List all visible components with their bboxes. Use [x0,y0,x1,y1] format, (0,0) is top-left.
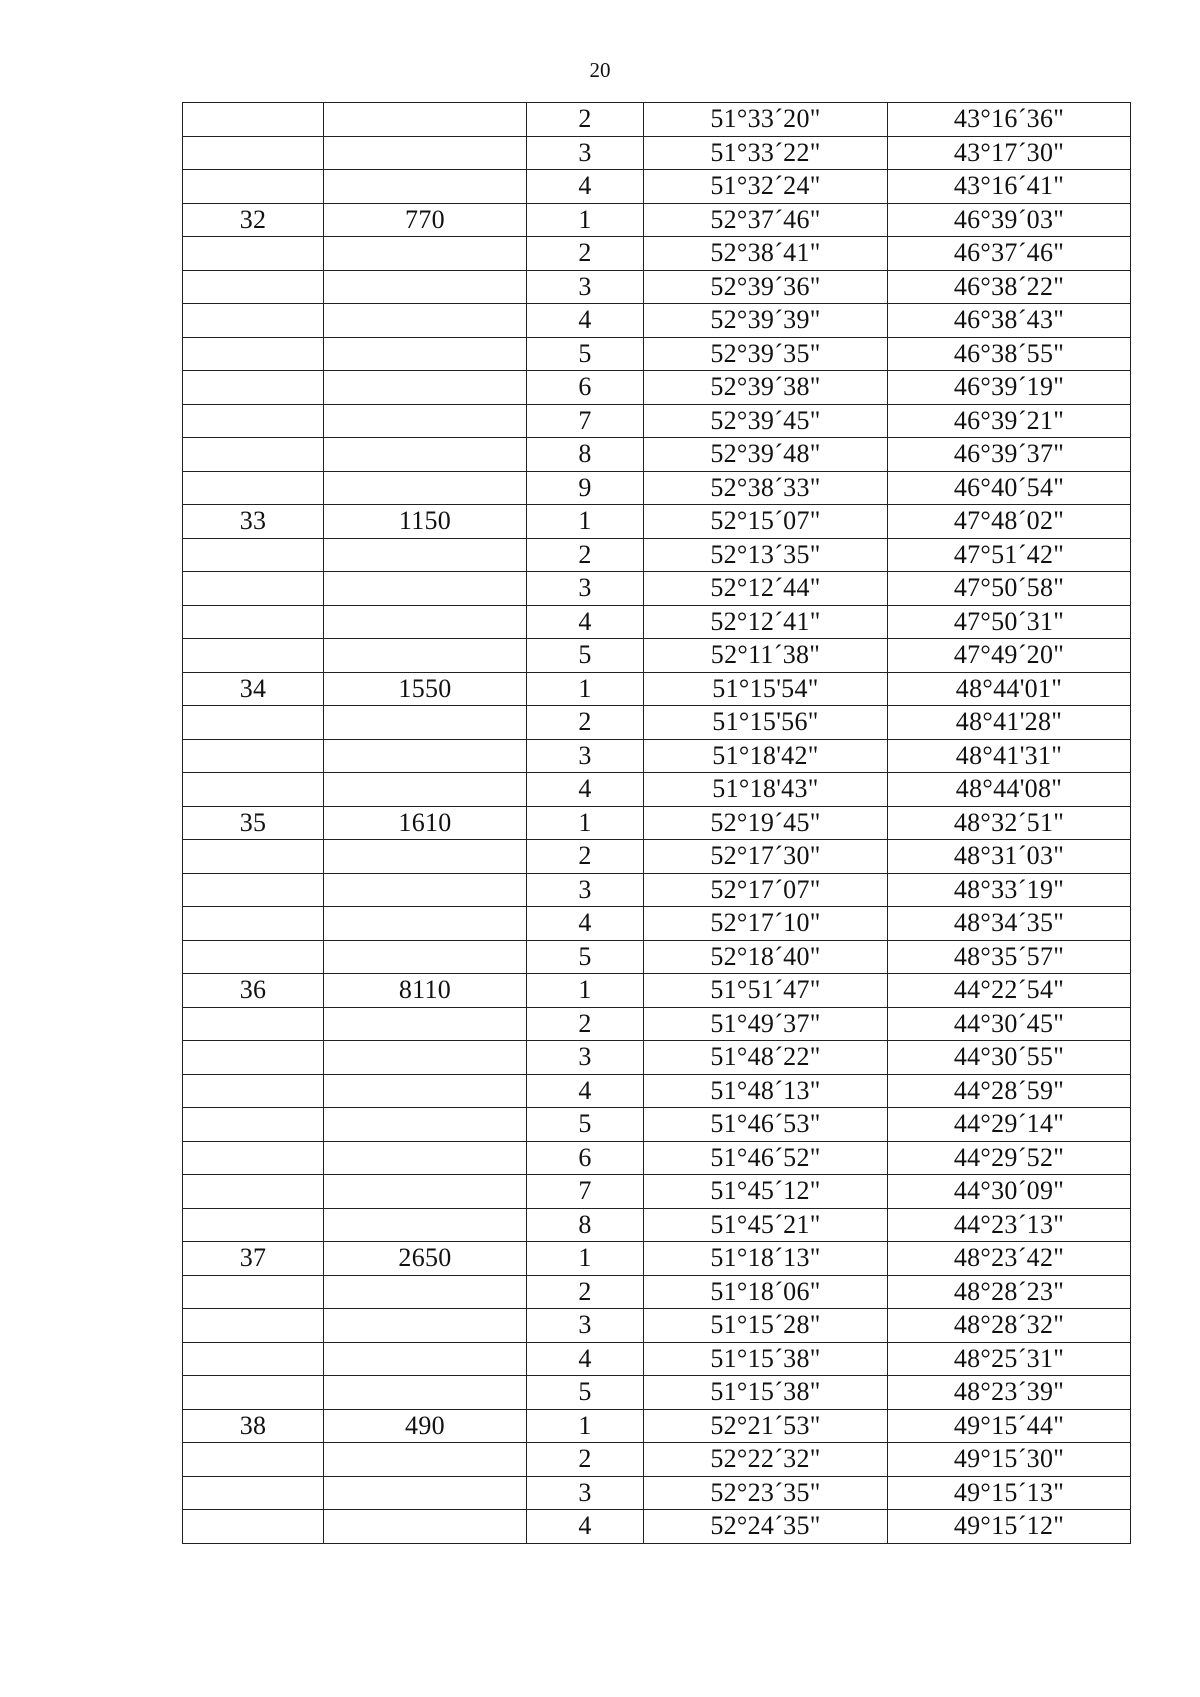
point-number-cell: 1 [527,806,644,840]
area-cell [324,1342,527,1376]
area-cell: 2650 [324,1242,527,1276]
point-number-cell: 5 [527,639,644,673]
longitude-cell: 44°30´55" [888,1041,1131,1075]
table-row [183,1409,1131,1443]
point-number-cell: 2 [527,706,644,740]
longitude-cell: 47°51´42" [888,538,1131,572]
area-cell: 8110 [324,974,527,1008]
longitude-cell: 47°49´20" [888,639,1131,673]
area-cell [324,270,527,304]
section-number-cell: 35 [183,806,324,840]
latitude-cell: 52°37´46" [644,203,888,237]
point-number-cell: 7 [527,1175,644,1209]
section-number-cell [183,605,324,639]
area-cell: 1610 [324,806,527,840]
latitude-cell: 51°45´12" [644,1175,888,1209]
latitude-cell: 52°39´38" [644,371,888,405]
point-number-cell: 4 [527,1342,644,1376]
section-number-cell [183,1476,324,1510]
longitude-cell: 48°28´32" [888,1309,1131,1343]
point-number-cell: 7 [527,404,644,438]
area-cell [324,471,527,505]
area-cell [324,337,527,371]
longitude-cell: 44°29´52" [888,1141,1131,1175]
latitude-cell: 52°19´45" [644,806,888,840]
longitude-cell: 43°16´36" [888,103,1131,137]
point-number-cell: 4 [527,773,644,807]
section-number-cell [183,1309,324,1343]
point-number-cell: 3 [527,873,644,907]
longitude-cell: 44°29´14" [888,1108,1131,1142]
table-row [183,103,1131,137]
section-number-cell [183,471,324,505]
point-number-cell: 8 [527,1208,644,1242]
latitude-cell: 51°51´47" [644,974,888,1008]
area-cell [324,170,527,204]
latitude-cell: 52°39´35" [644,337,888,371]
longitude-cell: 49°15´30" [888,1443,1131,1477]
page-number: 20 [589,58,611,82]
section-number-cell: 36 [183,974,324,1008]
longitude-cell: 47°48´02" [888,505,1131,539]
table-row [183,572,1131,606]
point-number-cell: 3 [527,270,644,304]
table-row [183,203,1131,237]
latitude-cell: 51°15'54" [644,672,888,706]
latitude-cell: 52°24´35" [644,1510,888,1544]
section-number-cell: 32 [183,203,324,237]
area-cell [324,1041,527,1075]
table-row [183,974,1131,1008]
section-number-cell [183,706,324,740]
longitude-cell: 44°28´59" [888,1074,1131,1108]
section-number-cell [183,304,324,338]
latitude-cell: 51°15´28" [644,1309,888,1343]
point-number-cell: 6 [527,1141,644,1175]
area-cell [324,739,527,773]
area-cell [324,438,527,472]
point-number-cell: 1 [527,505,644,539]
area-cell [324,404,527,438]
latitude-cell: 52°18´40" [644,940,888,974]
table-row [183,1208,1131,1242]
longitude-cell: 48°23´42" [888,1242,1131,1276]
point-number-cell: 1 [527,1409,644,1443]
latitude-cell: 52°39´45" [644,404,888,438]
section-number-cell [183,438,324,472]
area-cell: 770 [324,203,527,237]
longitude-cell: 43°17´30" [888,136,1131,170]
longitude-cell: 49°15´13" [888,1476,1131,1510]
area-cell [324,538,527,572]
latitude-cell: 51°18´06" [644,1275,888,1309]
area-cell [324,1108,527,1142]
latitude-cell: 51°48´13" [644,1074,888,1108]
table-row [183,1242,1131,1276]
section-number-cell [183,1108,324,1142]
point-number-cell: 4 [527,1510,644,1544]
point-number-cell: 3 [527,1476,644,1510]
point-number-cell: 3 [527,136,644,170]
section-number-cell [183,170,324,204]
section-number-cell [183,639,324,673]
point-number-cell: 3 [527,1309,644,1343]
table-row [183,1007,1131,1041]
longitude-cell: 46°40´54" [888,471,1131,505]
area-cell [324,940,527,974]
latitude-cell: 52°38´41" [644,237,888,271]
longitude-cell: 47°50´31" [888,605,1131,639]
section-number-cell [183,840,324,874]
longitude-cell: 48°32´51" [888,806,1131,840]
latitude-cell: 51°48´22" [644,1041,888,1075]
table-row [183,471,1131,505]
area-cell [324,873,527,907]
section-number-cell [183,1175,324,1209]
area-cell [324,773,527,807]
longitude-cell: 48°41'28" [888,706,1131,740]
table-row [183,270,1131,304]
area-cell [324,1476,527,1510]
latitude-cell: 52°21´53" [644,1409,888,1443]
point-number-cell: 1 [527,203,644,237]
latitude-cell: 52°15´07" [644,505,888,539]
table-row [183,1376,1131,1410]
point-number-cell: 4 [527,1074,644,1108]
longitude-cell: 46°39´19" [888,371,1131,405]
point-number-cell: 3 [527,572,644,606]
table-row [183,1309,1131,1343]
point-number-cell: 3 [527,1041,644,1075]
longitude-cell: 48°44'08" [888,773,1131,807]
table-row [183,773,1131,807]
longitude-cell: 46°39´21" [888,404,1131,438]
table-row [183,170,1131,204]
section-number-cell [183,538,324,572]
table-row [183,304,1131,338]
latitude-cell: 52°17´30" [644,840,888,874]
latitude-cell: 52°17´10" [644,907,888,941]
area-cell [324,1007,527,1041]
section-number-cell [183,1208,324,1242]
latitude-cell: 52°39´39" [644,304,888,338]
point-number-cell: 4 [527,605,644,639]
point-number-cell: 5 [527,1376,644,1410]
area-cell [324,1141,527,1175]
section-number-cell [183,1007,324,1041]
section-number-cell [183,103,324,137]
latitude-cell: 52°12´41" [644,605,888,639]
area-cell [324,1510,527,1544]
latitude-cell: 52°23´35" [644,1476,888,1510]
longitude-cell: 46°37´46" [888,237,1131,271]
point-number-cell: 2 [527,1443,644,1477]
point-number-cell: 3 [527,739,644,773]
table-row [183,907,1131,941]
area-cell: 1550 [324,672,527,706]
section-number-cell [183,907,324,941]
point-number-cell: 5 [527,337,644,371]
area-cell [324,907,527,941]
point-number-cell: 2 [527,840,644,874]
table-row [183,1041,1131,1075]
latitude-cell: 52°39´36" [644,270,888,304]
area-cell [324,371,527,405]
point-number-cell: 9 [527,471,644,505]
area-cell [324,639,527,673]
longitude-cell: 48°28´23" [888,1275,1131,1309]
section-number-cell [183,1275,324,1309]
table-row [183,1476,1131,1510]
table-row [183,639,1131,673]
section-number-cell [183,572,324,606]
section-number-cell [183,1074,324,1108]
section-number-cell [183,773,324,807]
table-row [183,1074,1131,1108]
table-row [183,940,1131,974]
point-number-cell: 6 [527,371,644,405]
latitude-cell: 51°15'56" [644,706,888,740]
longitude-cell: 44°23´13" [888,1208,1131,1242]
section-number-cell: 37 [183,1242,324,1276]
area-cell [324,1309,527,1343]
point-number-cell: 4 [527,170,644,204]
area-cell [324,1443,527,1477]
longitude-cell: 48°35´57" [888,940,1131,974]
longitude-cell: 48°34´35" [888,907,1131,941]
point-number-cell: 2 [527,103,644,137]
area-cell [324,1175,527,1209]
latitude-cell: 51°49´37" [644,1007,888,1041]
section-number-cell: 34 [183,672,324,706]
area-cell [324,237,527,271]
point-number-cell: 5 [527,940,644,974]
table-row [183,806,1131,840]
longitude-cell: 46°38´55" [888,337,1131,371]
table-row [183,706,1131,740]
point-number-cell: 5 [527,1108,644,1142]
point-number-cell: 2 [527,237,644,271]
point-number-cell: 1 [527,974,644,1008]
table-row [183,1443,1131,1477]
table-row [183,1510,1131,1544]
section-number-cell: 38 [183,1409,324,1443]
latitude-cell: 51°32´24" [644,170,888,204]
longitude-cell: 49°15´12" [888,1510,1131,1544]
longitude-cell: 48°44'01" [888,672,1131,706]
section-number-cell [183,873,324,907]
section-number-cell [183,136,324,170]
longitude-cell: 48°33´19" [888,873,1131,907]
table-row [183,438,1131,472]
table-row [183,1108,1131,1142]
longitude-cell: 44°22´54" [888,974,1131,1008]
section-number-cell [183,1141,324,1175]
section-number-cell [183,371,324,405]
table-row [183,840,1131,874]
area-cell [324,1208,527,1242]
latitude-cell: 51°46´53" [644,1108,888,1142]
latitude-cell: 51°46´52" [644,1141,888,1175]
table-row [183,1141,1131,1175]
section-number-cell: 33 [183,505,324,539]
table-row [183,605,1131,639]
table-row [183,538,1131,572]
table-row [183,404,1131,438]
area-cell [324,840,527,874]
latitude-cell: 51°18´13" [644,1242,888,1276]
section-number-cell [183,1376,324,1410]
latitude-cell: 51°33´20" [644,103,888,137]
coordinates-table-body [183,103,1131,1544]
longitude-cell: 46°38´43" [888,304,1131,338]
section-number-cell [183,1443,324,1477]
latitude-cell: 52°12´44" [644,572,888,606]
area-cell [324,1074,527,1108]
longitude-cell: 46°39´03" [888,203,1131,237]
table-row [183,873,1131,907]
section-number-cell [183,337,324,371]
section-number-cell [183,940,324,974]
area-cell: 1150 [324,505,527,539]
area-cell [324,136,527,170]
table-row [183,337,1131,371]
longitude-cell: 48°25´31" [888,1342,1131,1376]
section-number-cell [183,404,324,438]
table-row [183,739,1131,773]
section-number-cell [183,739,324,773]
latitude-cell: 52°39´48" [644,438,888,472]
latitude-cell: 51°15´38" [644,1376,888,1410]
latitude-cell: 51°18'43" [644,773,888,807]
area-cell [324,572,527,606]
area-cell [324,103,527,137]
section-number-cell [183,270,324,304]
point-number-cell: 4 [527,907,644,941]
section-number-cell [183,1342,324,1376]
point-number-cell: 2 [527,1275,644,1309]
point-number-cell: 8 [527,438,644,472]
latitude-cell: 52°17´07" [644,873,888,907]
area-cell [324,304,527,338]
table-row [183,237,1131,271]
point-number-cell: 4 [527,304,644,338]
longitude-cell: 46°39´37" [888,438,1131,472]
table-row [183,371,1131,405]
longitude-cell: 44°30´45" [888,1007,1131,1041]
latitude-cell: 51°18'42" [644,739,888,773]
longitude-cell: 46°38´22" [888,270,1131,304]
table-row [183,505,1131,539]
latitude-cell: 51°45´21" [644,1208,888,1242]
point-number-cell: 2 [527,538,644,572]
section-number-cell [183,237,324,271]
latitude-cell: 52°38´33" [644,471,888,505]
longitude-cell: 48°31´03" [888,840,1131,874]
latitude-cell: 51°33´22" [644,136,888,170]
table-row [183,136,1131,170]
table-row [183,1342,1131,1376]
area-cell: 490 [324,1409,527,1443]
table-row [183,1175,1131,1209]
table-row [183,1275,1131,1309]
longitude-cell: 43°16´41" [888,170,1131,204]
table-row [183,672,1131,706]
longitude-cell: 48°41'31" [888,739,1131,773]
latitude-cell: 52°13´35" [644,538,888,572]
point-number-cell: 2 [527,1007,644,1041]
area-cell [324,706,527,740]
point-number-cell: 1 [527,672,644,706]
latitude-cell: 51°15´38" [644,1342,888,1376]
longitude-cell: 44°30´09" [888,1175,1131,1209]
longitude-cell: 47°50´58" [888,572,1131,606]
longitude-cell: 48°23´39" [888,1376,1131,1410]
section-number-cell [183,1041,324,1075]
area-cell [324,605,527,639]
latitude-cell: 52°22´32" [644,1443,888,1477]
point-number-cell: 1 [527,1242,644,1276]
area-cell [324,1275,527,1309]
latitude-cell: 52°11´38" [644,639,888,673]
section-number-cell [183,1510,324,1544]
area-cell [324,1376,527,1410]
coordinates-table [182,102,1131,1544]
longitude-cell: 49°15´44" [888,1409,1131,1443]
